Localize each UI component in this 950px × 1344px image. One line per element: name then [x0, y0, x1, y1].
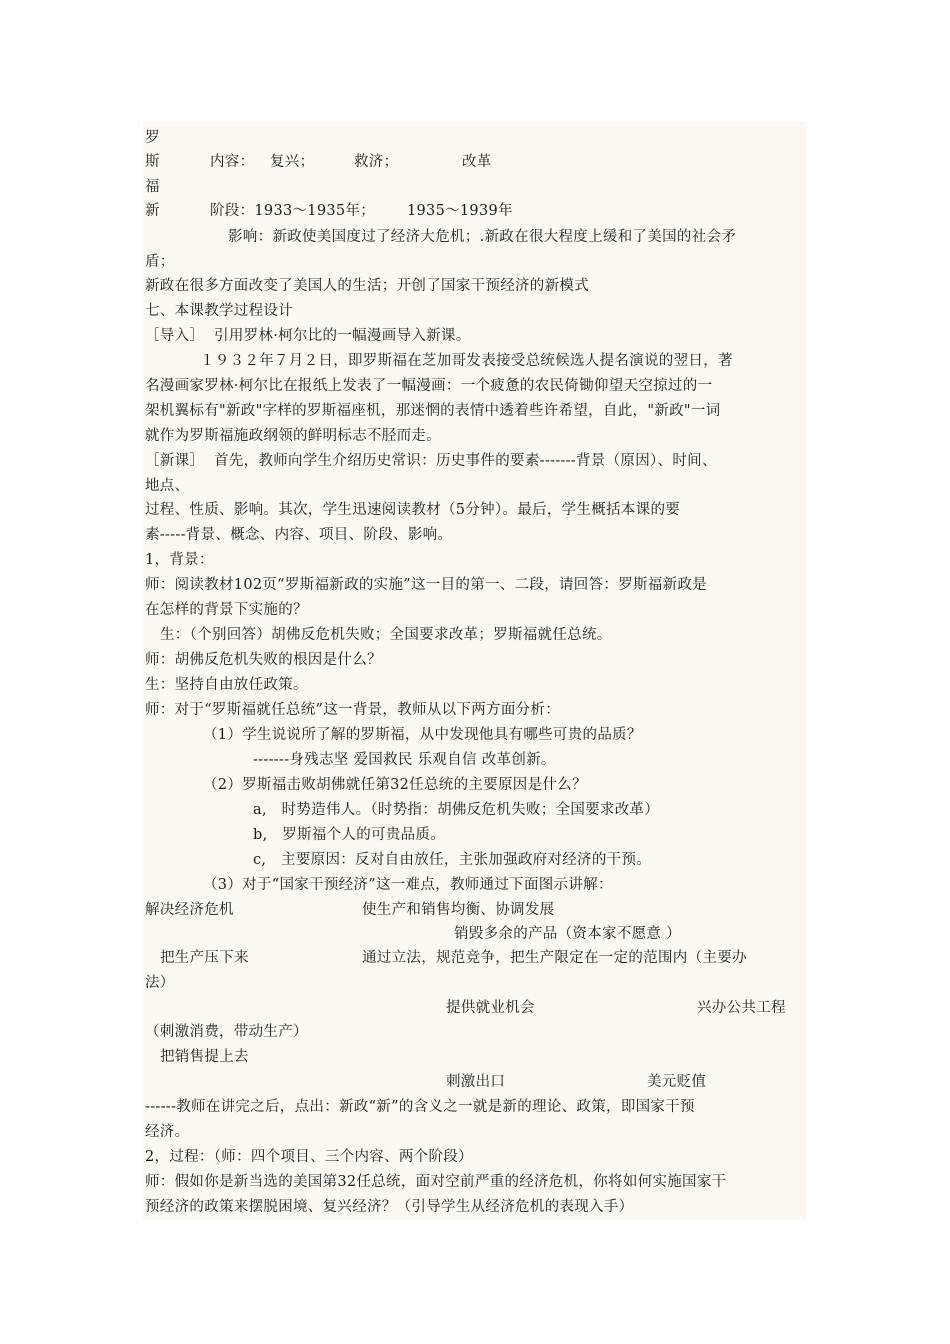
- text-line: 在怎样的背景下实施的？: [145, 602, 308, 618]
- stage-second: 1935～1939年: [407, 203, 513, 219]
- content-relief: 救济；: [354, 154, 399, 170]
- diagram-destroy-surplus: 销毁多余的产品（资本家不愿意 ）: [454, 926, 681, 942]
- text-line: 地点、: [145, 478, 190, 494]
- text-line: （2）罗斯福击败胡佛就任第32任总统的主要原因是什么？: [203, 777, 587, 793]
- text-line: 名漫画家罗林·柯尔比在报纸上发表了一幅漫画：一个疲惫的农民倚锄仰望天空掠过的一: [145, 378, 713, 394]
- diagram-balance: 使生产和销售均衡、协调发展: [362, 902, 555, 918]
- text-line: 七、本课教学过程设计: [145, 303, 293, 319]
- text-line: c, 主要原因：反对自由放任，主张加强政府对经济的干预。: [253, 852, 652, 868]
- text-line: 1，背景：: [145, 552, 214, 568]
- text-line: 预经济的政策来摆脱困境、复兴经济？（引导学生从经济危机的表现入手）: [145, 1199, 634, 1215]
- text-line: 斯: [145, 154, 160, 170]
- content-label: 内容：: [210, 154, 255, 170]
- text-line: 新: [145, 203, 160, 219]
- diagram-legislation: 通过立法，规范竞争，把生产限定在一定的范围内（主要办: [362, 950, 747, 966]
- text-line: 师：假如你是新当选的美国第32任总统，面对空前严重的经济危机，你将如何实施国家干: [145, 1174, 727, 1190]
- content-reform: 改革: [462, 154, 492, 170]
- text-line: 2，过程：（师：四个项目、三个内容、两个阶段）: [145, 1149, 473, 1165]
- text-line: 把销售提上去: [160, 1049, 249, 1065]
- diagram-jobs: 提供就业机会: [446, 1000, 535, 1016]
- text-line: （刺激消费，带动生产）: [145, 1024, 308, 1040]
- text-line: 盾；: [145, 254, 175, 270]
- text-line: 影响：新政使美国度过了经济大危机；.新政在很大程度上缓和了美国的社会矛: [228, 229, 737, 245]
- diagram-press-production: 把生产压下来: [160, 950, 249, 966]
- text-line: 罗: [145, 130, 160, 146]
- text-line: 师：对于“罗斯福就任总统”这一背景，教师从以下两方面分析：: [145, 702, 561, 718]
- text-line: 经济。: [145, 1124, 190, 1140]
- content-recovery: 复兴；: [270, 154, 315, 170]
- text-line: -------身残志坚 爱国救民 乐观自信 改革创新。: [253, 752, 556, 768]
- text-line: 师：阅读教材102页“罗斯福新政的实施”这一目的第一、二段，请回答：罗斯福新政是: [145, 577, 707, 593]
- text-line: 新政在很多方面改变了美国人的生活；开创了国家干预经济的新模式: [145, 278, 589, 294]
- text-line: a, 时势造伟人。（时势指：胡佛反危机失败；全国要求改革）: [253, 802, 660, 818]
- text-line: 福: [145, 179, 160, 195]
- text-line: 架机翼标有"新政"字样的罗斯福座机，那迷惘的表情中透着些许希望，自此，"新政"一词: [145, 403, 721, 419]
- text-line: 师：胡佛反危机失败的根因是什么？: [145, 652, 382, 668]
- diagram-public-works: 兴办公共工程: [697, 1000, 786, 1016]
- text-line: 生：（个别回答）胡佛反危机失败；全国要求改革；罗斯福就任总统。: [160, 627, 612, 643]
- stage-first: 阶段：1933～1935年；: [210, 203, 376, 219]
- text-line: （3）对于“国家干预经济”这一难点，教师通过下面图示讲解：: [203, 877, 613, 893]
- text-line: 素-----背景、概念、内容、项目、阶段、影响。: [145, 527, 453, 543]
- text-line: 生：坚持自由放任政策。: [145, 677, 308, 693]
- diagram-devalue: 美元贬值: [647, 1074, 707, 1090]
- text-line: b, 罗斯福个人的可贵品质。: [253, 827, 446, 843]
- text-line: 过程、性质、影响。其次，学生迅速阅读教材（5分钟）。最后，学生概括本课的要: [145, 502, 681, 518]
- diagram-solve-crisis: 解决经济危机: [145, 902, 234, 918]
- text-line: ［新课］ 首先，教师向学生介绍历史常识：历史事件的要素-------背景（原因）、时间、: [145, 453, 717, 469]
- text-line: ［导入］ 引用罗林·柯尔比的一幅漫画导入新课。: [145, 328, 471, 344]
- text-line: ------教师在讲完之后，点出：新政“新”的含义之一就是新的理论、政策，即国家干预: [145, 1099, 695, 1115]
- text-line: （1）学生说说所了解的罗斯福，从中发现他具有哪些可贵的品质？: [203, 727, 642, 743]
- text-line: １９３２年７月２日，即罗斯福在芝加哥发表接受总统候选人提名演说的翌日，著: [200, 353, 733, 369]
- diagram-export: 刺激出口: [446, 1074, 506, 1090]
- text-line: 就作为罗斯福施政纲领的鲜明标志不胫而走。: [145, 428, 441, 444]
- text-line: 法）: [145, 975, 175, 991]
